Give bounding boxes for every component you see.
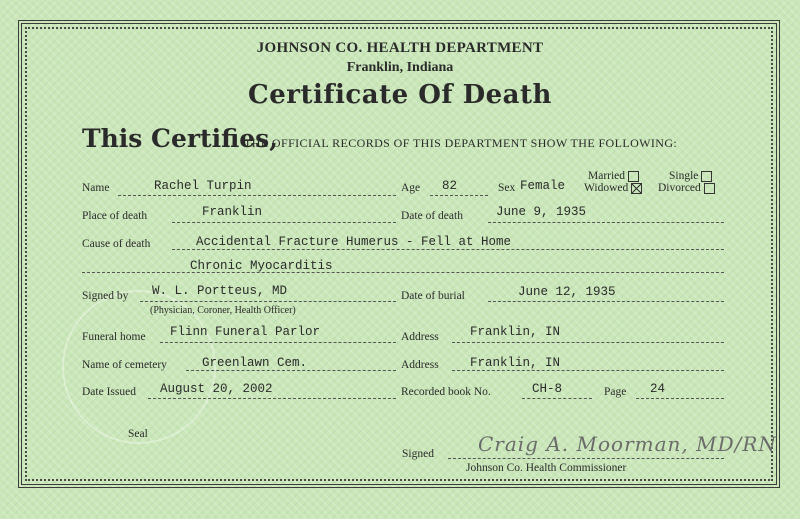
status-married bbox=[588, 170, 639, 182]
funeral-address-line bbox=[452, 342, 724, 343]
widowed-label: Widowed bbox=[584, 182, 629, 194]
recorded-book-label: Recorded book No. bbox=[401, 386, 491, 398]
cause-line-1 bbox=[172, 249, 724, 250]
name-value: Rachel Turpin bbox=[154, 179, 252, 193]
seal-label: Seal bbox=[128, 428, 148, 440]
funeral-address-label: Address bbox=[401, 331, 439, 343]
cause-value-2: Chronic Myocarditis bbox=[190, 259, 333, 273]
funeral-address-value: Franklin, IN bbox=[470, 325, 561, 339]
signed-by-value: W. L. Portteus, MD bbox=[152, 284, 288, 298]
city-heading: Franklin, Indiana bbox=[346, 60, 454, 75]
recorded-book-value: CH-8 bbox=[532, 382, 563, 396]
cemetery-label: Name of cemetery bbox=[82, 359, 167, 371]
divorced-checkbox bbox=[704, 183, 715, 194]
cemetery-address-line bbox=[452, 370, 724, 371]
widowed-checkbox bbox=[631, 183, 642, 194]
date-issued-line bbox=[148, 398, 396, 399]
single-label: Single bbox=[669, 170, 699, 182]
status-widowed bbox=[584, 182, 642, 194]
married-checkbox bbox=[628, 171, 639, 182]
date-of-burial-line bbox=[488, 301, 724, 302]
single-checkbox bbox=[701, 171, 712, 182]
signed-by-label: Signed by bbox=[82, 290, 129, 302]
status-single bbox=[669, 170, 712, 182]
funeral-home-line bbox=[160, 342, 396, 343]
commissioner-signature: Craig A. Moorman, MD/RN bbox=[478, 432, 777, 456]
commissioner-title: Johnson Co. Health Commissioner bbox=[466, 462, 627, 474]
page-line bbox=[636, 398, 724, 399]
name-label: Name bbox=[82, 182, 110, 194]
sex-label: Sex bbox=[498, 182, 516, 194]
cause-of-death-label: Cause of death bbox=[82, 238, 151, 250]
page-value: 24 bbox=[650, 382, 666, 396]
place-of-death-line bbox=[172, 222, 396, 223]
signed-by-note: (Physician, Coroner, Health Officer) bbox=[150, 305, 296, 316]
name-line bbox=[118, 195, 396, 196]
cause-line-2 bbox=[82, 272, 724, 273]
date-issued-label: Date Issued bbox=[82, 386, 136, 398]
status-divorced bbox=[658, 182, 715, 194]
place-of-death-value: Franklin bbox=[202, 205, 263, 219]
date-of-burial-label: Date of burial bbox=[401, 290, 465, 302]
certifies-text: THE OFFICIAL RECORDS OF THIS DEPARTMENT SHOW THE FOLLOWING: bbox=[244, 136, 678, 150]
funeral-home-label: Funeral home bbox=[82, 331, 146, 343]
recorded-book-line bbox=[522, 398, 592, 399]
place-of-death-label: Place of death bbox=[82, 210, 148, 222]
age-label: Age bbox=[401, 182, 421, 194]
cemetery-value: Greenlawn Cem. bbox=[202, 356, 308, 370]
page-label: Page bbox=[604, 386, 627, 398]
date-of-burial-value: June 12, 1935 bbox=[518, 285, 616, 299]
age-value: 82 bbox=[442, 179, 458, 193]
married-label: Married bbox=[588, 170, 626, 182]
certifies-lead: This Certifies, bbox=[82, 124, 278, 153]
cemetery-line bbox=[186, 370, 396, 371]
cemetery-address-label: Address bbox=[401, 359, 439, 371]
sex-value: Female bbox=[520, 179, 566, 193]
age-line bbox=[430, 195, 488, 196]
date-of-death-label: Date of death bbox=[401, 210, 463, 222]
divorced-label: Divorced bbox=[658, 182, 701, 194]
date-of-death-value: June 9, 1935 bbox=[496, 205, 587, 219]
certificate-title: Certificate Of Death bbox=[248, 80, 552, 110]
funeral-home-value: Flinn Funeral Parlor bbox=[170, 325, 321, 339]
department-heading: JOHNSON CO. HEALTH DEPARTMENT bbox=[256, 40, 544, 56]
signature-line bbox=[448, 458, 724, 459]
cemetery-address-value: Franklin, IN bbox=[470, 356, 561, 370]
date-issued-value: August 20, 2002 bbox=[160, 382, 273, 396]
signed-label: Signed bbox=[402, 448, 434, 460]
cause-value-1: Accidental Fracture Humerus - Fell at Home bbox=[196, 235, 512, 249]
date-of-death-line bbox=[488, 222, 724, 223]
signed-by-line bbox=[140, 301, 396, 302]
